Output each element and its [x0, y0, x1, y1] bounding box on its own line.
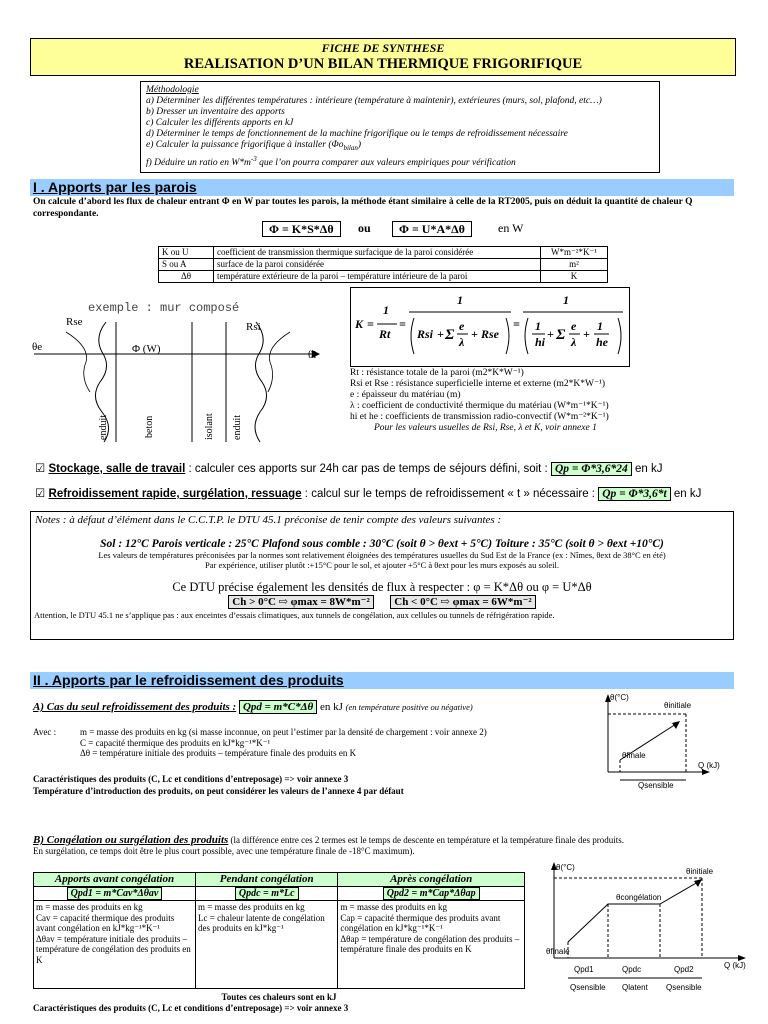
svg-text:Q (kJ): Q (kJ) [724, 961, 746, 970]
svg-text:K: K [355, 317, 364, 331]
svg-text:θ(°C): θ(°C) [556, 863, 575, 872]
svg-text:θcongélation: θcongélation [616, 893, 662, 902]
layer-beton: beton [144, 415, 155, 438]
methodology-title: Méthodologie [146, 85, 199, 95]
section1-intro: On calcule d’abord les flux de chaleur entrant Φ en W par toutes les parois, la méthode étant similaire à celle de la RT2005, puis on déduit la quantité de chaleur Q correspondante. [33, 197, 693, 219]
rsi-label: Rsi [246, 321, 261, 333]
svg-text:Qpdc: Qpdc [622, 965, 642, 974]
notes-ch-row [31, 595, 733, 608]
table-row: Δθ température extérieure de la paroi – température intérieure de la paroi K [159, 271, 608, 283]
svg-text:Qsensible: Qsensible [666, 983, 702, 992]
svg-text:Rt: Rt [379, 327, 391, 341]
wall-diagram-caption: exemple : mur composé [88, 301, 240, 315]
flux-formula-2: Φ = U*A*Δθ [392, 221, 472, 237]
wall-diagram [30, 292, 340, 447]
theta-e-label: θe [32, 341, 43, 353]
svg-text:θfinale: θfinale [546, 947, 570, 956]
svg-text:1: 1 [597, 319, 603, 333]
method-step-b: b) Dresser un inventaire des apports [146, 107, 285, 117]
theta-i-label: θi [308, 349, 317, 361]
svg-text:λ: λ [571, 335, 577, 349]
notes-dtu: Ce DTU précise également les densités de flux à respecter : φ = K*Δθ ou φ = U*Δθ [172, 580, 592, 594]
svg-text:Σ: Σ [445, 327, 455, 343]
svg-text:he: he [596, 335, 608, 349]
svg-text:θ(°C): θ(°C) [610, 693, 629, 702]
svg-text:=: = [367, 317, 374, 331]
temp-intro-line: Température d’introduction des produits, on peut considérer les valeurs de l’annexe 4 par défaut [33, 786, 404, 796]
table-row: m = masse des produits en kg Cav = capacité thermique des produits avant congélation en kJ*kg⁻¹*K⁻¹ Δθav = température initiale des produits – température de congélation des produits en K m = masse des produits en kg Lc = chaleur latente de congélation des produits en kJ*kg⁻¹ m = masse des produits en kg Cap = capacité thermique des produits avant congélation en kJ*kg⁻¹*K⁻¹ Δθap = température de congélation des produits – température finale des produits en K [34, 901, 525, 989]
notes-title: Notes : à défaut d’élément dans le C.C.T.P. le DTU 45.1 préconise de tenir compte des valeurs suivantes : [35, 514, 502, 526]
svg-text:θinitiale: θinitiale [664, 701, 692, 710]
svg-text:1: 1 [563, 293, 569, 307]
section2-header [30, 672, 734, 689]
flux-formula-1: Φ = K*S*Δθ [262, 221, 341, 237]
svg-text:Rse: Rse [481, 327, 499, 341]
qpd2-formula: Qpd2 = m*Cap*Δθap [383, 887, 480, 900]
svg-text:θfinale: θfinale [622, 751, 646, 760]
notes-box [30, 511, 734, 640]
svg-text:+: + [437, 327, 444, 341]
qpdc-formula: Qpdc = m*Lc [235, 887, 299, 900]
method-step-e: e) Calculer la puissance frigorifique à installer $(\Phi o_{bilan})$ [146, 140, 362, 152]
qp-formula-refroid: Qp = Φ*3,6*t [598, 487, 671, 501]
k-formula-box [350, 287, 630, 367]
table-row: S ou A surface de la paroi considérée m² [159, 259, 608, 271]
section1-header [30, 179, 734, 196]
rse-label: Rse [66, 316, 83, 328]
flux-formula-unit: en W [498, 221, 524, 235]
svg-text:1: 1 [383, 303, 389, 317]
svg-text:e: e [571, 319, 577, 333]
title-line1: FICHE DE SYNTHESE [321, 41, 445, 55]
definitions-table [158, 246, 608, 283]
svg-text:+: + [583, 327, 590, 341]
notes-attention: Attention, le DTU 45.1 ne s’applique pas : aux enceintes d’essais climatiques, aux tunnels de congélation, aux cellules ou tunnels de réfrigération rapide. [34, 610, 555, 620]
svg-text:hi: hi [535, 335, 546, 349]
section2-a-defs: m = masse des produits en kg (si masse inconnue, on peut l’estimer par la densité de chargement : voir annexe 2) C = capacité thermique des produits en kJ*kg⁻¹*K⁻¹ Δθ = température initiale des produits – température finale des produits en K [80, 727, 487, 758]
method-step-c: c) Calculer les différents apports en kJ [146, 118, 294, 128]
svg-text:Qpd1: Qpd1 [574, 965, 594, 974]
notes-line2: Par expérience, utiliser plutôt :+15°C pour le sol, et ajouter +5°C à θext pour les murs exposés au soleil. [204, 560, 559, 570]
svg-text:Qsensible: Qsensible [570, 983, 606, 992]
svg-text:+: + [547, 327, 554, 341]
method-step-f: f) Déduire un ratio en $W*m^{-3}$ que l’on pourra comparer aux valeurs empiriques pour vérification [146, 154, 516, 169]
svg-text:=: = [513, 317, 520, 331]
layer-enduit-ext: enduit [98, 415, 109, 440]
flux-formula-row [262, 221, 532, 237]
stages-table [33, 872, 525, 989]
table-row [34, 886, 525, 901]
checkbox-icon: ☑ [35, 463, 46, 475]
checkbox-icon: ☑ [35, 488, 46, 500]
layer-enduit-int: enduit [232, 415, 243, 440]
carac-line-a: Caractéristiques des produits (C, Lc et conditions d’entreposage) => voir annexe 3 [33, 774, 349, 784]
section2-a-line: A) Cas du seul refroidissement des produits : Qpd = m*C*Δθ en kJ (en température positive ou négative) [33, 701, 473, 713]
stockage-line: ☑ Stockage, salle de travail : calculer ces apports sur 24h car pas de temps de séjours défini, soit : Qp = Φ*3,6*24 en kJ [35, 463, 663, 475]
notes-line1: Les valeurs de températures préconisées par la normes sont relativement éloignées des températures usuelles du Sud Est de la France (ex : Nîmes, θext de 38°C en été) [98, 550, 666, 560]
svg-text:Qpd2: Qpd2 [674, 965, 694, 974]
cooling-graph [594, 692, 744, 802]
freezing-graph [540, 860, 755, 998]
svg-text:λ: λ [459, 335, 465, 349]
k-legend: Rt : résistance totale de la paroi (m2*K*W⁻¹) Rsi et Rse : résistance superficielle interne et externe (m2*K*W⁻¹) e : épaisseur du matériau (m) λ : coefficient de conductivité thermique du matériau (W*m⁻¹*K⁻¹) hi et he : coefficients de transmission radio-convectif (W*m⁻²*K⁻¹) Pour les valeurs usuelles de Rsi, Rse, λ et K, voir annexe 1 [350, 368, 650, 434]
ch-positive: Ch > 0°C ⇨ φmax = 8W*m⁻² [228, 595, 373, 609]
flux-formula-or: ou [358, 221, 371, 235]
title-banner [30, 38, 736, 76]
svg-text:Qlatent: Qlatent [622, 983, 648, 992]
svg-text:Q (kJ): Q (kJ) [698, 761, 720, 770]
svg-text:Σ: Σ [556, 327, 566, 343]
method-step-a: a) Déterminer les différentes températures : intérieure (température à maintenir), extérieures (murs, sol, plafond, etc…) [146, 96, 602, 106]
section1-title: I . Apports par les parois [33, 179, 197, 195]
table-row: K ou U coefficient de transmission thermique surfacique de la paroi considérée W*m⁻²*K⁻¹ [159, 247, 608, 259]
svg-text:1: 1 [457, 293, 463, 307]
flux-label: Φ (W) [132, 343, 161, 355]
svg-text:=: = [399, 317, 406, 331]
section2-title: II . Apports par le refroidissement des produits [33, 672, 344, 688]
layer-isolant: isolant [204, 413, 215, 440]
svg-text:1: 1 [535, 319, 541, 333]
table-row: Apports avant congélation Pendant congélation Après congélation [34, 873, 525, 887]
qp-formula-stockage: Qp = Φ*3,6*24 [551, 462, 632, 476]
avec-label: Avec : [33, 727, 57, 737]
k-legend-note: Pour les valeurs usuelles de Rsi, Rse, λ et K, voir annexe 1 [374, 423, 597, 433]
svg-text:θinitiale: θinitiale [686, 867, 714, 876]
title-line2: REALISATION D’UN BILAN THERMIQUE FRIGORIFIQUE [183, 56, 583, 72]
qpd1-formula: Qpd1 = m*Cav*Δθav [67, 887, 163, 900]
section2-b-text: B) Congélation ou surgélation des produits (la différence entre ces 2 termes est le temps de descente en température et la température finale des produits. En surgélation, ce temps doit être le plus court possible, avec une température finale de -18°C maximum). [33, 834, 624, 856]
ch-negative: Ch < 0°C ⇨ φmax = 6W*m⁻² [390, 595, 535, 609]
toutes-kj: Toutes ces chaleurs sont en kJ [221, 992, 337, 1002]
svg-text:e: e [459, 319, 465, 333]
refroid-line: ☑ Refroidissement rapide, surgélation, ressuage : calcul sur le temps de refroidissement « t » nécessaire : Qp = Φ*3,6*t en kJ [35, 488, 702, 500]
notes-temps: Sol : 12°C Parois verticale : 25°C Plafond sous comble : 30°C (soit θ > θext + 5°C) Toiture : 35°C (soit θ > θext +10°C) [100, 538, 664, 550]
method-step-d: d) Déterminer le temps de fonctionnement de la machine frigorifique ou le temps de refroidissement nécessaire [146, 129, 568, 139]
svg-text:+: + [471, 327, 478, 341]
carac-line-b: Caractéristiques des produits (C, Lc et conditions d’entreposage) => voir annexe 3 [33, 1003, 349, 1013]
svg-text:Qsensible: Qsensible [638, 781, 674, 790]
qpd-formula: Qpd = m*C*Δθ [239, 700, 317, 714]
svg-text:Rsi: Rsi [417, 327, 434, 341]
methodology-box [140, 81, 660, 173]
